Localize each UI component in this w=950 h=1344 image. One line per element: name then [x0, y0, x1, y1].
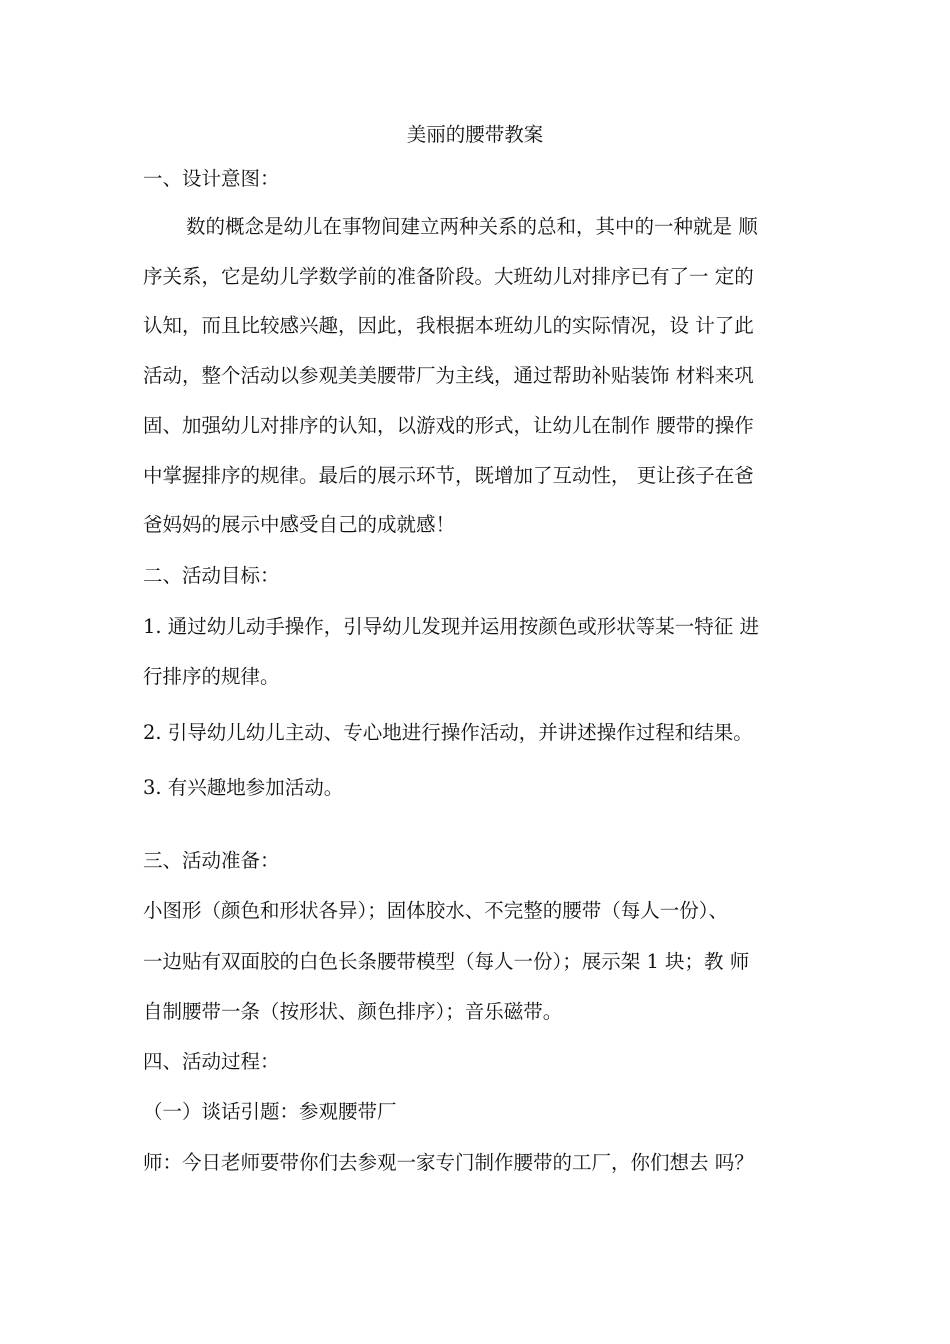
- document-title: 美丽的腰带教案: [406, 123, 544, 146]
- objective-item: 2. 引导幼儿幼儿主动、专心地进行操作活动，并讲述操作过程和结果。: [143, 721, 753, 744]
- paragraph-line: 认知，而且比较感兴趣，因此，我根据本班幼儿的实际情况，设 计了此: [143, 314, 754, 337]
- preparation-line: 一边贴有双面胶的白色长条腰带模型（每人一份）；展示架 1 块；教 师: [143, 950, 750, 973]
- paragraph-line: 序关系，它是幼儿学数学前的准备阶段。大班幼儿对排序已有了一 定的: [143, 265, 754, 288]
- section-heading-preparation: 三、活动准备：: [143, 849, 280, 872]
- paragraph-line: 爸妈妈的展示中感受自己的成就感！: [143, 513, 456, 536]
- process-subheading: （一）谈话引题：参观腰带厂: [143, 1100, 397, 1123]
- objective-item: 3. 有兴趣地参加活动。: [143, 776, 344, 799]
- section-heading-process: 四、活动过程：: [143, 1050, 280, 1073]
- paragraph-line: 活动，整个活动以参观美美腰带厂为主线，通过帮助补贴装饰 材料来巩: [143, 364, 754, 387]
- section-heading-design-intent: 一、设计意图：: [143, 167, 280, 190]
- objective-item-continued: 行排序的规律。: [143, 665, 280, 688]
- preparation-line: 小图形（颜色和形状各异）；固体胶水、不完整的腰带（每人一份）、: [143, 899, 729, 922]
- paragraph-line: 数的概念是幼儿在事物间建立两种关系的总和，其中的一种就是 顺: [186, 215, 758, 238]
- section-heading-objectives: 二、活动目标：: [143, 564, 280, 587]
- objective-item: 1. 通过幼儿动手操作，引导幼儿发现并运用按颜色或形状等某一特征 进: [143, 615, 760, 638]
- paragraph-line: 中掌握排序的规律。最后的展示环节，既增加了互动性， 更让孩子在爸: [143, 464, 754, 487]
- paragraph-line: 固、加强幼儿对排序的认知，以游戏的形式，让幼儿在制作 腰带的操作: [143, 414, 754, 437]
- preparation-line: 自制腰带一条（按形状、颜色排序）；音乐磁带。: [143, 1000, 563, 1023]
- process-line: 师：今日老师要带你们去参观一家专门制作腰带的工厂，你们想去 吗？: [143, 1151, 754, 1174]
